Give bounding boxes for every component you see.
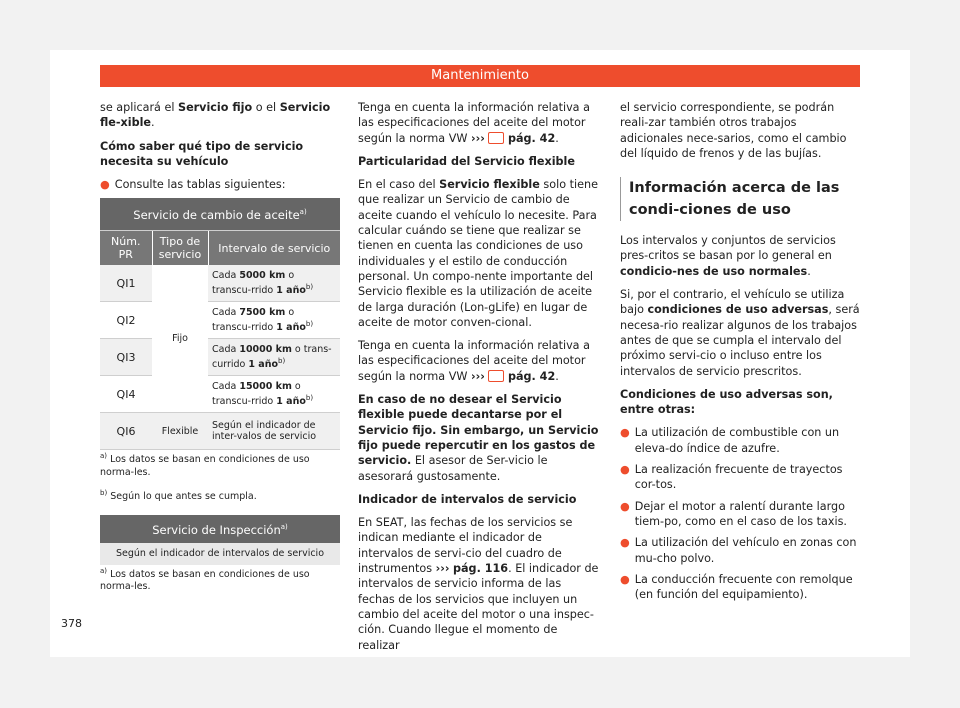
footnote: $^{a)}$ Los datos se basan en condiciones de uso norma-les. xyxy=(100,566,310,592)
page-reference-link[interactable]: pág. 116 xyxy=(453,562,509,576)
service-interval: Cada 10000 km o trans-currido 1 año$^{b)}$ xyxy=(208,339,340,376)
column-header: Núm. PR xyxy=(100,231,152,266)
list-item: ● Dejar el motor a ralentí durante largo tiem-po, como en el caso de los taxis. xyxy=(620,499,847,528)
paragraph: Tenga en cuenta la información relativa a las especificaciones del aceite del motor según la norma VW ››› pág. 42. xyxy=(358,101,590,145)
column-header: Tipo de servicio xyxy=(152,231,208,266)
oil-service-table xyxy=(100,198,340,450)
book-reference-icon xyxy=(488,370,504,382)
page-reference-link[interactable]: pág. 42 xyxy=(507,369,556,383)
footnote: $^{b)}$ Según lo que antes se cumpla. xyxy=(100,488,257,502)
intro-paragraph: se aplicará el Servicio fijo o el Servicio fle-xible. xyxy=(100,101,331,130)
service-interval: Según el indicador de inter-valos de servicio xyxy=(208,413,340,450)
pr-number: QI6 xyxy=(100,413,152,450)
table-row xyxy=(100,413,340,450)
column-3 xyxy=(620,100,860,602)
section-heading: Condiciones de uso adversas son, entre otras: xyxy=(620,387,833,417)
list-item: ● Consulte las tablas siguientes: xyxy=(100,178,286,192)
bullet-icon: ● xyxy=(620,499,630,513)
book-reference-icon xyxy=(488,132,504,144)
section-heading: Cómo saber qué tipo de servicio necesita su vehículo xyxy=(100,139,304,168)
section-heading: Indicador de intervalos de servicio xyxy=(358,492,577,506)
section-heading: Particularidad del Servicio flexible xyxy=(358,154,575,168)
paragraph: En el caso del Servicio flexible solo tiene que realizar un Servicio de cambio de aceite cuando el vehículo lo necesite. Para calcular cuándo se tiene que realizar se tienen en cuenta las condiciones de uso individuales y el estilo de conducción personal. Un compo-nente importante del Servicio flexible es la utilización de aceite de larga duración (Lon-gLife) en lugar de aceite de motor conven-cional. xyxy=(358,178,598,329)
column-2 xyxy=(358,100,600,661)
section-title: Información acerca de las condi-ciones de uso xyxy=(620,177,860,221)
service-type: Flexible xyxy=(152,413,208,450)
pr-number: QI2 xyxy=(100,302,152,339)
table-row xyxy=(100,265,340,302)
table-caption: Servicio de cambio de aceite$^{a)}$ xyxy=(100,198,340,231)
service-interval: Cada 7500 km o transcu-rrido 1 año$^{b)}$ xyxy=(208,302,340,339)
column-header: Intervalo de servicio xyxy=(208,231,340,266)
inspection-table xyxy=(100,515,340,565)
service-type: Fijo xyxy=(152,265,208,413)
bullet-icon: ● xyxy=(620,463,630,477)
paragraph: Si, por el contrario, el vehículo se utiliza bajo condiciones de uso adversas, será necesa-rio realizar algunos de los trabajos antes de que se cumpla el intervalo del próximo servi-cio o incluso entre los intervalos de servicio prescritos. xyxy=(620,288,860,378)
bullet-icon: ● xyxy=(620,536,630,550)
pr-number: QI1 xyxy=(100,265,152,302)
table-row: Según el indicador de intervalos de servicio xyxy=(100,543,340,565)
paragraph: Tenga en cuenta la información relativa a las especificaciones del aceite del motor según la norma VW ››› pág. 42. xyxy=(358,339,590,383)
bullet-icon: ● xyxy=(620,572,630,586)
page-title: Mantenimiento xyxy=(431,68,529,83)
paragraph: Los intervalos y conjuntos de servicios pres-critos se basan por lo general en condicio-nes de uso normales. xyxy=(620,234,836,278)
bullet-icon: ● xyxy=(620,426,630,440)
page-number: 378 xyxy=(61,617,82,630)
table-row xyxy=(100,302,340,339)
list-item: ● La utilización de combustible con un eleva-do índice de azufre. xyxy=(620,426,840,455)
table-row xyxy=(100,339,340,376)
pr-number: QI3 xyxy=(100,339,152,376)
page-reference-link[interactable]: pág. 42 xyxy=(507,131,556,145)
paragraph: En SEAT, las fechas de los servicios se indican mediante el indicador de intervalos de servi-cio del cuadro de instrumentos ››› pág. 116. El indicador de intervalos de servicio informa de las fechas de los servicios que incluyen un cambio del aceite del motor o una inspec-ción. Cuando llegue el momento de realizar xyxy=(358,516,599,652)
list-item: ● La utilización del vehículo en zonas con mu-cho polvo. xyxy=(620,536,857,565)
list-item: ● La realización frecuente de trayectos cor-tos. xyxy=(620,463,843,492)
column-1 xyxy=(100,100,340,601)
paragraph: el servicio correspondiente, se podrán reali-zar también otros trabajos adicionales nece-sarios, como el cambio del líquido de frenos y de las bujías. xyxy=(620,101,847,160)
service-interval: Cada 15000 km o transcu-rrido 1 año$^{b)}$ xyxy=(208,376,340,413)
service-interval: Cada 5000 km o transcu-rrido 1 año$^{b)}$ xyxy=(208,265,340,302)
list-item: ● La conducción frecuente con remolque (en función del equipamiento). xyxy=(620,572,853,602)
footnote: $^{a)}$ Los datos se basan en condiciones de uso norma-les. xyxy=(100,452,310,478)
pr-number: QI4 xyxy=(100,376,152,413)
paragraph: En caso de no desear el Servicio flexible puede decantarse por el Servicio fijo. Sin embargo, un Servicio fijo puede repercutir en los gastos de servicio. El asesor de Ser-vicio le asesorará gustosamente. xyxy=(358,393,599,483)
table-caption: Servicio de Inspección$^{a)}$ xyxy=(100,515,340,543)
table-row xyxy=(100,376,340,413)
bullet-icon: ● xyxy=(100,178,110,192)
